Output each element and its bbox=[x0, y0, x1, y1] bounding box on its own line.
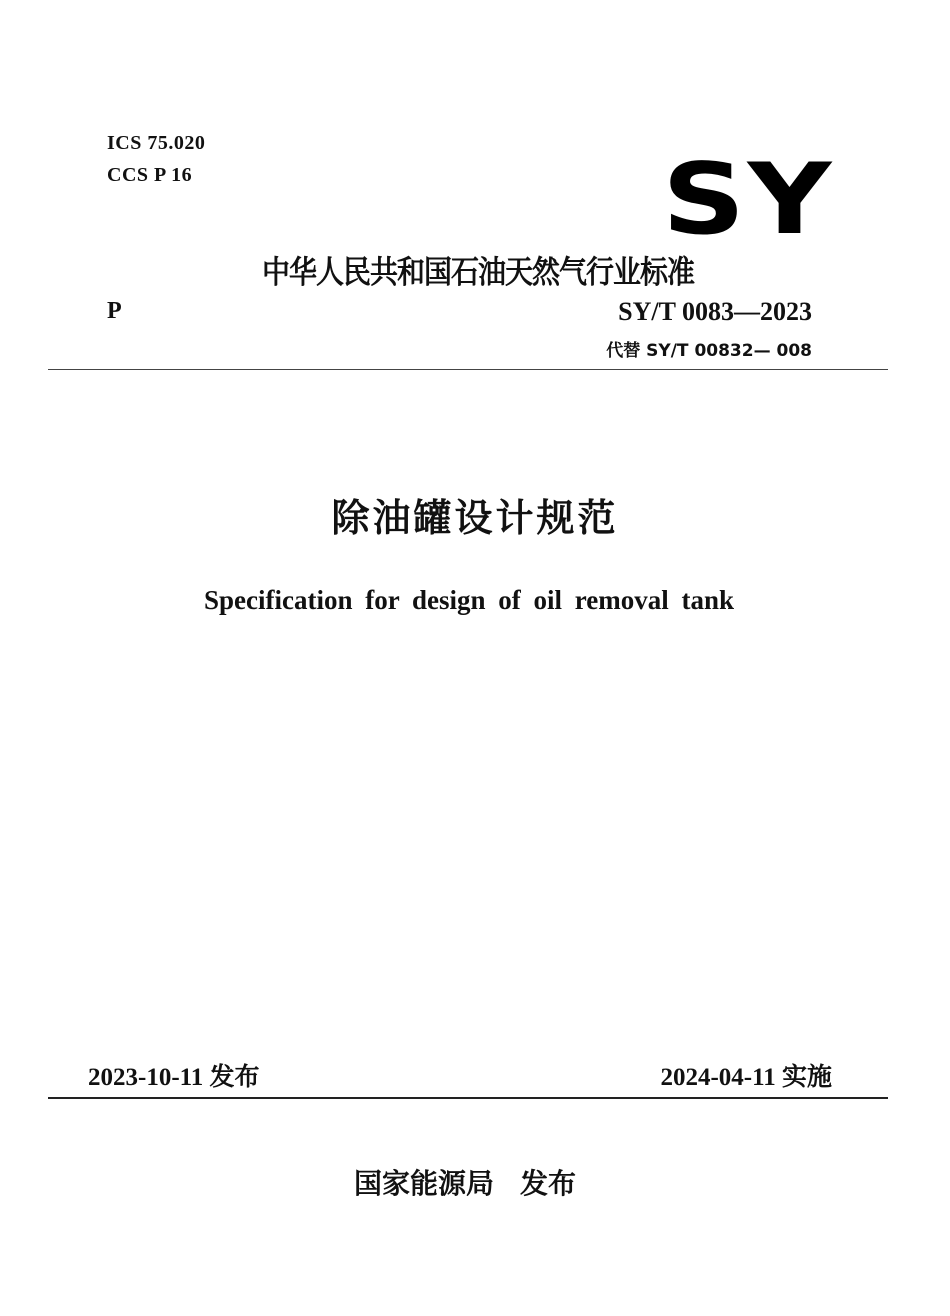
top-divider bbox=[48, 369, 888, 370]
issuer-name: 国家能源局 bbox=[353, 1167, 494, 1200]
bottom-divider bbox=[48, 1097, 888, 1099]
ics-code: ICS 75.020 bbox=[107, 132, 206, 154]
ccs-code: CCS P 16 bbox=[107, 164, 193, 186]
document-title-english: Specification for design of oil removal tank bbox=[204, 585, 734, 615]
category-code: P bbox=[107, 298, 122, 324]
publish-date: 2023-10-11 发布 bbox=[88, 1064, 260, 1091]
issuer bbox=[0, 1162, 930, 1202]
document-title-chinese: 除油罐设计规范 bbox=[331, 496, 619, 540]
standard-name: 中华人民共和国石油天然气行业标准 bbox=[262, 253, 695, 291]
replaces-standard: 代替 SY/T 00832— 008 bbox=[606, 341, 812, 361]
implementation-date: 2024-04-11 实施 bbox=[660, 1064, 832, 1091]
issuer-action: 发布 bbox=[520, 1167, 577, 1200]
standard-number: SY/T 0083—2023 bbox=[618, 297, 812, 326]
sy-logo: SY bbox=[662, 143, 834, 257]
